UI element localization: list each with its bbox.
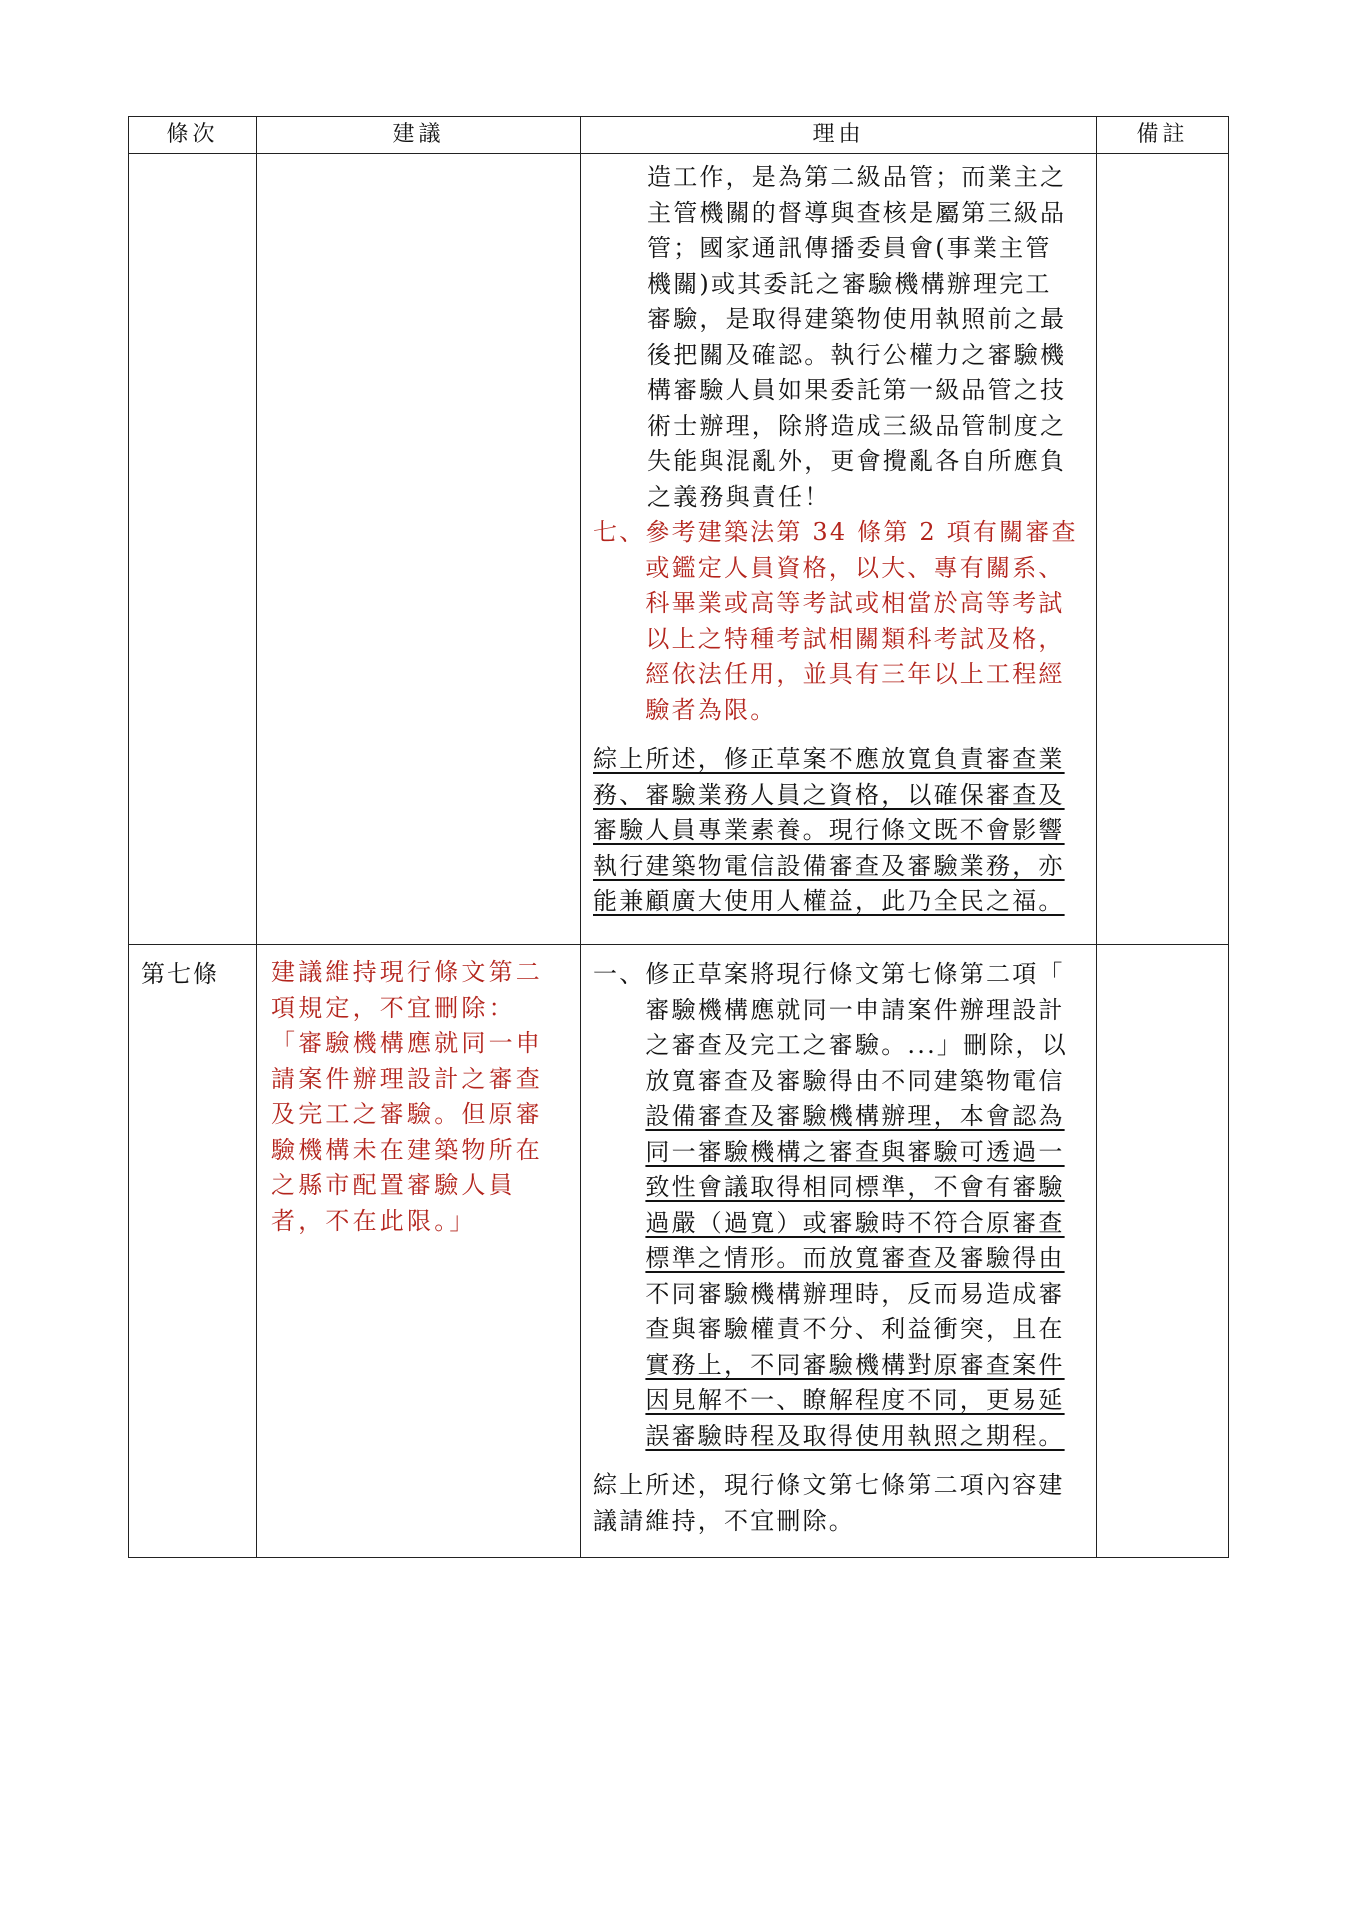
text-line: 審驗機構應就同一申請案件辦理設計 xyxy=(645,995,1065,1024)
suggestion-text xyxy=(257,945,580,1239)
table-row xyxy=(129,154,1229,945)
text-line: 之義務與責任！ xyxy=(647,482,831,511)
text-line: 致性會議取得相同標準，不會有審驗 xyxy=(645,1173,1065,1201)
summary-paragraph xyxy=(593,742,1086,920)
text-line: 科畢業或高等考試或相當於高等考試 xyxy=(645,589,1065,617)
table-row xyxy=(129,945,1229,1558)
text-line: 或鑑定人員資格，以大、專有關系、 xyxy=(645,553,1065,582)
reason-item-7 xyxy=(593,515,1086,728)
text-line: 設備審查及審驗機構辦理，本會認為 xyxy=(645,1102,1065,1130)
remarks-cell xyxy=(1097,154,1229,945)
text-line: 失能與混亂外，更會攪亂各自所應負 xyxy=(647,447,1067,475)
text-line: 綜上所述，現行條文第七條第二項內容建 xyxy=(593,1471,1065,1499)
text-line: 同一審驗機構之審查與審驗可透過一 xyxy=(645,1137,1065,1166)
text-line: 「審驗機構應就同一申 xyxy=(271,1029,543,1057)
text-line: 誤審驗時程及取得使用執照之期程。 xyxy=(645,1421,1065,1450)
text-line: 審驗，是取得建築物使用執照前之最 xyxy=(647,305,1067,333)
text-line: 構審驗人員如果委託第一級品管之技 xyxy=(647,376,1067,404)
text-line: 務、審驗業務人員之資格，以確保審查及 xyxy=(593,780,1065,809)
text-line: 及完工之審驗。但原審 xyxy=(271,1100,543,1128)
article-cell xyxy=(129,945,257,1558)
header-row xyxy=(129,117,1229,154)
text-line: 不同審驗機構辦理時，反而易造成審 xyxy=(645,1279,1065,1308)
text-line: 審驗人員專業素養。現行條文既不會影響 xyxy=(593,816,1065,844)
text-line: 造工作，是為第二級品管；而業主之 xyxy=(647,163,1067,191)
text-line: 之審查及完工之審驗。...」刪除，以 xyxy=(645,1031,1068,1059)
item-number: 一、 xyxy=(593,960,646,988)
suggestion-cell xyxy=(257,154,581,945)
text-line: 修正草案將現行條文第七條第二項「 xyxy=(645,960,1065,988)
continued-item-paragraph xyxy=(593,160,1086,515)
comment-table xyxy=(128,116,1229,1558)
reason-item-1 xyxy=(593,957,1086,1454)
item-number: 七、 xyxy=(593,518,646,546)
text-line: 能兼顧廣大使用人權益，此乃全民之福。 xyxy=(593,887,1065,915)
text-line: 查與審驗權責不分、利益衝突，且在 xyxy=(645,1315,1065,1343)
text-line: 實務上，不同審驗機構對原審查案件 xyxy=(645,1350,1065,1379)
reason-cell xyxy=(581,945,1097,1558)
text-line: 過嚴（過寬）或審驗時不符合原審查 xyxy=(645,1208,1065,1237)
text-line: 建議維持現行條文第二 xyxy=(271,958,543,986)
text-line: 後把關及確認。執行公權力之審驗機 xyxy=(647,340,1067,369)
text-line: 主管機關的督導與查核是屬第三級品 xyxy=(647,198,1067,227)
text-line: 驗機構未在建築物所在 xyxy=(271,1135,543,1164)
text-line: 參考建築法第 34 條第 2 項有關審查 xyxy=(645,518,1078,546)
remarks-cell xyxy=(1097,945,1229,1558)
text-line: 之縣市配置審驗人員 xyxy=(271,1171,516,1199)
summary-paragraph xyxy=(593,1468,1086,1539)
text-line: 議請維持，不宜刪除。 xyxy=(593,1506,855,1535)
text-line: 管；國家通訊傳播委員會(事業主管 xyxy=(647,234,1052,262)
text-line: 因見解不一、瞭解程度不同，更易延 xyxy=(645,1386,1065,1414)
text-line: 機關)或其委託之審驗機構辦理完工 xyxy=(647,269,1052,298)
text-line: 以上之特種考試相關類科考試及格， xyxy=(645,624,1065,653)
text-line: 經依法任用，並具有三年以上工程經 xyxy=(645,660,1065,688)
suggestion-cell xyxy=(257,945,581,1558)
header-remarks: 備註 xyxy=(1097,117,1229,154)
reason-cell xyxy=(581,154,1097,945)
article-cell xyxy=(129,154,257,945)
header-article: 條次 xyxy=(129,117,257,154)
header-reason: 理由 xyxy=(581,117,1097,154)
text-line: 綜上所述，修正草案不應放寬負責審查業 xyxy=(593,745,1065,773)
text-line: 標準之情形。而放寬審查及審驗得由 xyxy=(645,1244,1065,1272)
text-line: 項規定，不宜刪除： xyxy=(271,993,516,1022)
text-line: 請案件辦理設計之審查 xyxy=(271,1064,543,1093)
article-number: 第七條 xyxy=(141,960,219,988)
text-line: 術士辦理，除將造成三級品管制度之 xyxy=(647,411,1067,440)
header-suggestion: 建議 xyxy=(257,117,581,154)
text-line: 驗者為限。 xyxy=(645,695,777,724)
text-line: 執行建築物電信設備審查及審驗業務，亦 xyxy=(593,851,1065,880)
text-line: 放寬審查及審驗得由不同建築物電信 xyxy=(645,1066,1065,1095)
text-line: 者，不在此限。」 xyxy=(271,1206,477,1235)
